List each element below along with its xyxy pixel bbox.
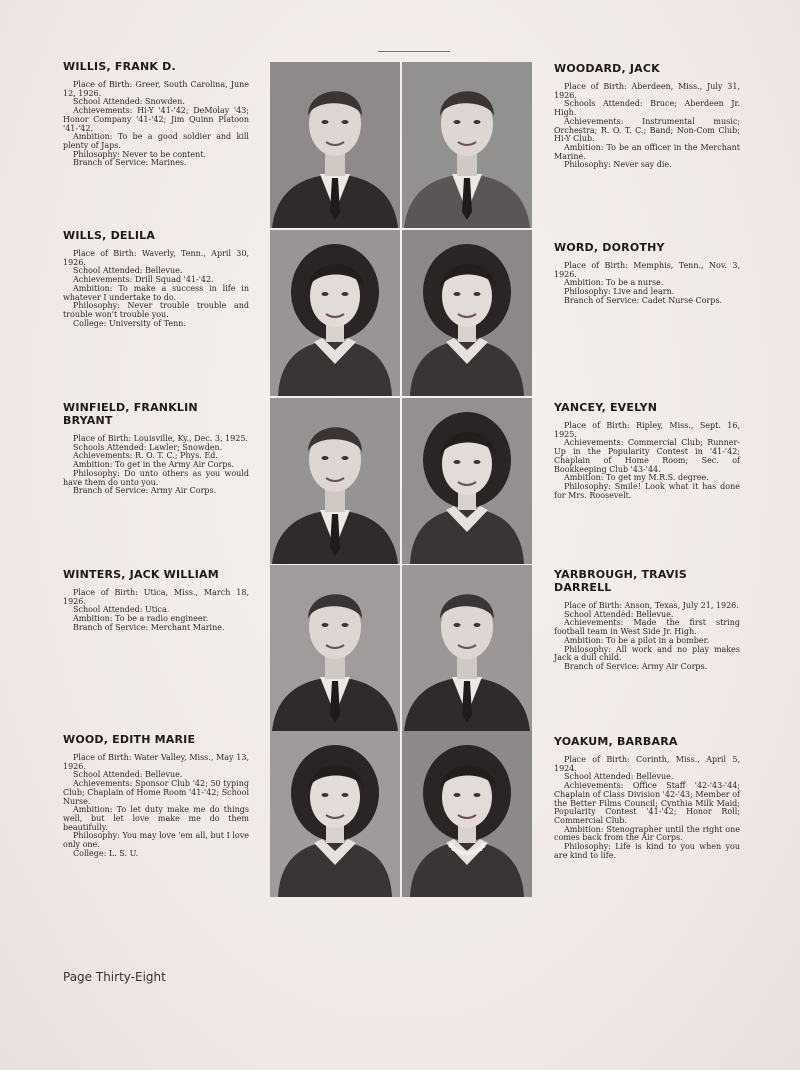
portrait-photo: [402, 565, 532, 731]
yarbrough-travis-portrait: [402, 565, 532, 731]
detail-line: Achievements: Made the first string football team in West Side Jr. High.: [554, 618, 740, 637]
detail-line: Place of Birth: Utica, Miss., March 18, 1926.: [63, 588, 249, 606]
detail-line: Schools Attended: Bruce; Aberdeen Jr. High.: [554, 99, 740, 118]
detail-line: Ambition: To be a radio engineer.: [73, 614, 209, 624]
student-details: [554, 756, 740, 860]
student-name: WILLIS, FRANK D.: [63, 60, 176, 73]
student-name: WINTERS, JACK WILLIAM: [63, 568, 219, 581]
detail-line: Ambition: To get in the Army Air Corps.: [73, 460, 235, 470]
entry-wills-delila: [63, 229, 249, 328]
portrait-photo: [270, 731, 400, 897]
detail-line: Ambition: To get my M.R.S. degree.: [564, 473, 709, 483]
detail-line: Branch of Service: Army Air Corps.: [564, 661, 708, 671]
student-name: YOAKUM, BARBARA: [554, 735, 678, 748]
detail-line: Philosophy: Live and learn.: [564, 287, 675, 297]
detail-line: Ambition: To let duty make me do things well, but let love make me do them beautifully.: [63, 805, 249, 832]
detail-line: College: L. S. U.: [73, 848, 139, 858]
student-name: WILLS, DELILA: [63, 229, 156, 242]
detail-line: Philosophy: Smile! Look what it has done for Mrs. Roosevelt.: [554, 481, 740, 500]
detail-line: School Attended: Snowden.: [73, 97, 185, 107]
detail-line: Philosophy: Life is kind to you when you are kind to life.: [554, 842, 740, 860]
detail-line: Achievements: Sponsor Club '42; 50 typing Club; Chaplain of Home Room '41-'42; School Nurse.: [63, 779, 249, 806]
student-name: YANCEY, EVELYN: [554, 401, 658, 414]
detail-line: Philosophy: Do unto others as you would have them do unto you.: [63, 468, 249, 487]
portrait-photo: [270, 230, 400, 396]
winfield-franklin-portrait: [270, 398, 400, 564]
detail-line: Place of Birth: Corinth, Miss., April 5, 1924.: [554, 755, 740, 773]
student-name: YARBROUGH, TRAVIS DARRELL: [554, 568, 687, 594]
detail-line: School Attended: Utica.: [73, 605, 170, 615]
portrait-photo: [270, 398, 400, 564]
detail-line: Branch of Service: Merchant Marine.: [73, 622, 225, 632]
entry-winters-jack: [63, 568, 249, 633]
entry-winfield-franklin: [63, 401, 249, 496]
detail-line: Achievements: Commercial Club; Runner-Up in the Popularity Contest in '41-'42; Chaplain of Home Room; Sec. of Bookkeeping Club '43-'44.: [554, 438, 740, 474]
portrait-photo: [402, 398, 532, 564]
detail-line: Ambition: To be an officer in the Merchant Marine.: [554, 142, 740, 161]
detail-line: Ambition: To be a pilot in a bomber.: [564, 635, 710, 645]
student-details: [554, 422, 740, 500]
detail-line: Place of Birth: Aberdeen, Miss., July 31, 1926.: [554, 82, 740, 100]
detail-line: Philosophy: You may love 'em all, but I love only one.: [63, 831, 249, 850]
detail-line: Branch of Service: Army Air Corps.: [73, 486, 217, 496]
student-name: WOOD, EDITH MARIE: [63, 733, 196, 746]
entry-wood-edith: [63, 733, 249, 858]
student-name: WINFIELD, FRANKLIN BRYANT: [63, 401, 198, 427]
detail-line: Ambition: To be a good soldier and kill plenty of Japs.: [63, 132, 249, 150]
wood-edith-portrait: [270, 731, 400, 897]
detail-line: Place of Birth: Ripley, Miss., Sept. 16, 1925.: [554, 421, 740, 439]
detail-line: Achievements: Hi-Y '41-'42; DeMolay '43; Honor Company '41-'42; Jim Quinn Platoon '41-'42.: [63, 106, 249, 133]
entry-yarbrough-travis: [554, 568, 740, 672]
detail-line: Place of Birth: Waverly, Tenn., April 30, 1926.: [63, 249, 249, 267]
detail-line: Place of Birth: Greer, South Carolina, June 12, 1926.: [63, 80, 249, 98]
entry-word-dorothy: [554, 241, 740, 306]
detail-line: Achievements: Instrumental music; Orchestra; R. O. T. C.; Band; Non-Com Club; Hi-Y Club.: [554, 116, 740, 144]
student-details: [63, 589, 249, 633]
student-name: WOODARD, JACK: [554, 62, 660, 75]
student-details: [63, 250, 249, 328]
student-details: [63, 435, 249, 496]
detail-line: College: University of Tenn.: [73, 318, 186, 328]
detail-line: School Attended: Bellevue.: [73, 266, 183, 276]
wills-delila-portrait: [270, 230, 400, 396]
detail-line: Philosophy: All work and no play makes Jack a dull child.: [554, 644, 740, 663]
detail-line: Achievements: R. O. T. C.; Phys. Ed.: [73, 451, 218, 461]
detail-line: Place of Birth: Memphis, Tenn., Nov. 3, 1926.: [554, 261, 740, 279]
portrait-photo: [270, 565, 400, 731]
detail-line: Achievements: Drill Squad '41-'42.: [73, 275, 214, 285]
detail-line: Philosophy: Never say die.: [564, 160, 672, 170]
detail-line: Ambition: To be a nurse.: [564, 278, 664, 288]
woodard-jack-portrait: [402, 62, 532, 228]
student-details: [554, 83, 740, 170]
detail-line: Place of Birth: Louisville, Ky., Dec. 3, 1925.: [73, 434, 248, 443]
page-number: Page Thirty-Eight: [63, 970, 166, 984]
portrait-photo: [270, 62, 400, 228]
top-rule: [378, 51, 450, 52]
entry-yancey-evelyn: [554, 401, 740, 500]
detail-line: School Attended: Bellevue.: [564, 609, 674, 619]
student-name: WORD, DOROTHY: [554, 241, 665, 254]
entry-willis-frank: [63, 60, 249, 168]
detail-line: Schools Attended: Lawler; Snowden.: [73, 442, 223, 452]
entry-woodard-jack: [554, 62, 740, 170]
portrait-photo: [402, 62, 532, 228]
detail-line: School Attended: Bellevue.: [73, 770, 183, 780]
detail-line: Achievements: Office Staff '42-'43-'44; Chaplain of Class Division '42-'43; Member of the Better Films Council; Cynthia Milk Maid; Popularity Contest '41-'42; Honor Roll; Commercial Club.: [554, 781, 740, 825]
winters-jack-portrait: [270, 565, 400, 731]
entry-yoakum-barbara: [554, 735, 740, 860]
detail-line: School Attended: Bellevue.: [564, 772, 674, 782]
willis-frank-portrait: [270, 62, 400, 228]
detail-line: Philosophy: Never to be content.: [73, 149, 207, 159]
student-details: [63, 81, 249, 168]
portrait-photo: [402, 230, 532, 396]
detail-line: Philosophy: Never trouble trouble and trouble won't trouble you.: [63, 301, 249, 319]
yancey-evelyn-portrait: [402, 398, 532, 564]
detail-line: Place of Birth: Anson, Texas, July 21, 1926.: [564, 601, 739, 610]
word-dorothy-portrait: [402, 230, 532, 396]
student-details: [554, 262, 740, 306]
detail-line: Branch of Service: Marines.: [73, 158, 187, 168]
student-details: [554, 602, 740, 672]
detail-line: Ambition: To make a success in life in whatever I undertake to do.: [63, 283, 249, 302]
detail-line: Place of Birth: Water Valley, Miss., May 13, 1926.: [63, 753, 249, 771]
detail-line: Ambition: Stenographer until the right one comes back from the Air Corps.: [554, 824, 740, 843]
student-details: [63, 754, 249, 858]
yoakum-barbara-portrait: [402, 731, 532, 897]
detail-line: Branch of Service: Cadet Nurse Corps.: [564, 295, 723, 305]
portrait-photo: [402, 731, 532, 897]
